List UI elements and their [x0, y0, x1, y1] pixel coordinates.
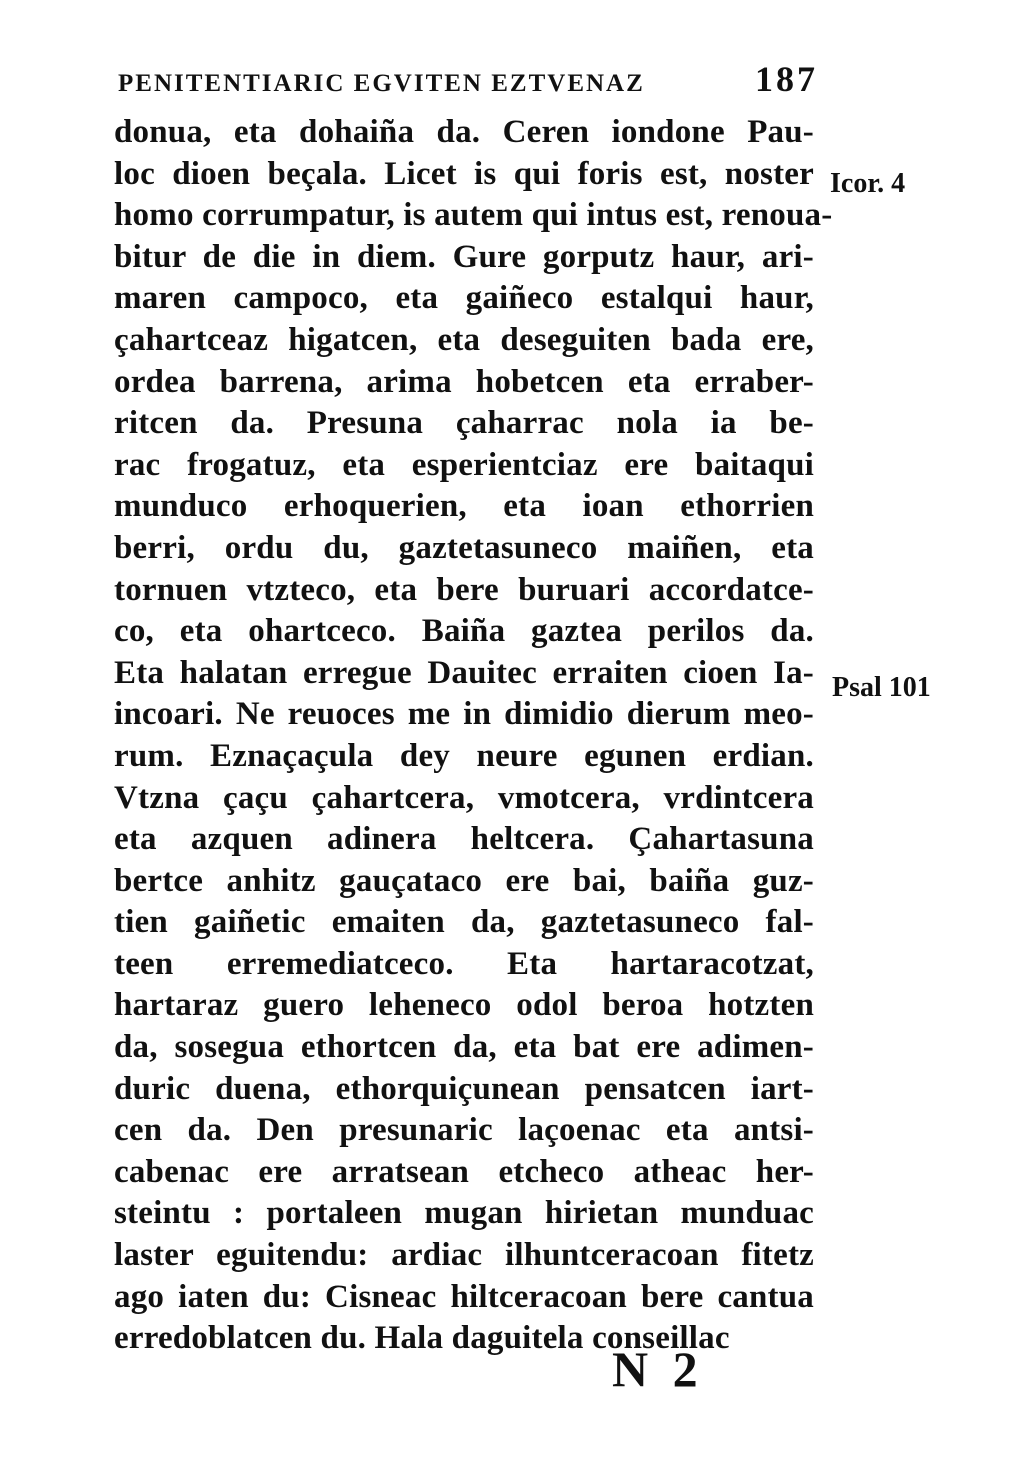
text-line: munduco erhoquerien, eta ioan ethorrien	[114, 488, 814, 525]
margin-note-corinthians: Icor. 4	[830, 168, 906, 199]
text-line: erredoblatcen du. Hala daguitela conseillac	[114, 1320, 730, 1357]
text-line: ago iaten du: Cisneac hiltceracoan bere cantua	[114, 1278, 814, 1315]
text-line: rac frogatuz, eta esperientciaz ere baitaqui	[114, 446, 814, 483]
running-title: PENITENTIARIC EGVITEN EZTVENAZ	[118, 70, 645, 97]
text-line: tien gaiñetic emaiten da, gaztetasuneco fal-	[114, 904, 814, 941]
text-line: duric duena, ethorquiçunean pensatcen iart-	[114, 1070, 814, 1107]
text-line: Eta halatan erregue Dauitec erraiten cioen Ia-	[114, 654, 814, 691]
text-line: berri, ordu du, gaztetasuneco maiñen, eta	[114, 529, 814, 566]
running-head	[118, 58, 818, 100]
text-line: maren campoco, eta gaiñeco estalqui haur,	[114, 280, 814, 317]
text-line: hartaraz guero leheneco odol beroa hotzten	[114, 987, 814, 1024]
page-number: 187	[755, 59, 818, 99]
text-line: incoari. Ne reuoces me in dimidio dierum meo-	[114, 696, 814, 733]
text-line: steintu : portaleen mugan hirietan munduac	[114, 1195, 814, 1232]
text-line: co, eta ohartceco. Baiña gaztea perilos da.	[114, 613, 814, 650]
text-line: ordea barrena, arima hobetcen eta erraber-	[114, 363, 814, 400]
signature-mark: N 2	[612, 1341, 704, 1397]
text-line: tornuen vtzteco, eta bere buruari accordatce-	[114, 571, 814, 608]
text-line: bitur de die in diem. Gure gorputz haur, ari-	[114, 238, 814, 275]
text-line: cabenac ere arratsean etcheco atheac her-	[114, 1153, 814, 1190]
text-line: bertce anhitz gauçataco ere bai, baiña guz-	[114, 862, 814, 899]
text-line: laster eguitendu: ardiac ilhuntceracoan fitetz	[114, 1237, 814, 1274]
text-line: ritcen da. Presuna çaharrac nola ia be-	[114, 405, 814, 442]
text-line: eta azquen adinera heltcera. Çahartasuna	[114, 821, 814, 858]
text-line: teen erremediatceco. Eta hartaracotzat,	[114, 945, 814, 982]
text-line: loc dioen beçala. Licet is qui foris est, noster	[114, 155, 814, 192]
body-text	[114, 112, 833, 1360]
text-line: cen da. Den presunaric laçoenac eta antsi-	[114, 1112, 814, 1149]
text-line: rum. Eznaçaçula dey neure egunen erdian.	[114, 737, 814, 774]
text-line: da, sosegua ethortcen da, eta bat ere adimen-	[114, 1029, 814, 1066]
text-line: çahartceaz higatcen, eta deseguiten bada ere,	[114, 321, 814, 358]
text-line: Vtzna çaçu çahartcera, vmotcera, vrdintcera	[114, 779, 814, 816]
text-line: homo corrumpatur, is autem qui intus est, renoua-	[114, 197, 833, 234]
margin-note-psalm: Psal 101	[832, 672, 931, 703]
text-line: donua, eta dohaiña da. Ceren iondone Pau-	[114, 114, 814, 150]
